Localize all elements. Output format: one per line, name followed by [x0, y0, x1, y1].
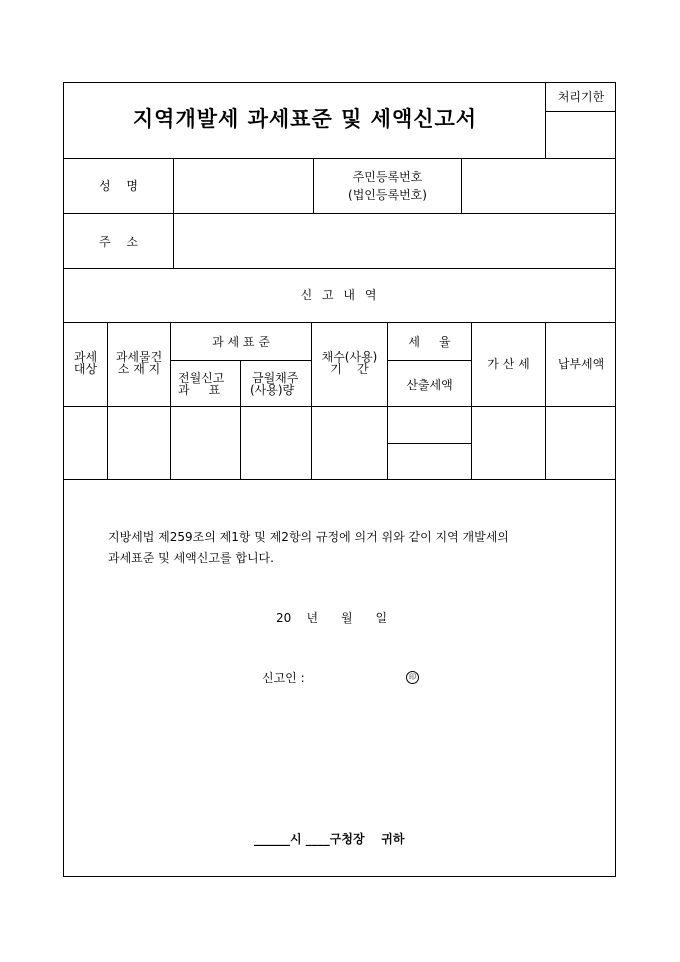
cell-computed-tax[interactable] [388, 444, 471, 479]
addressee-line [254, 832, 404, 846]
id-label-line1: 주민등록번호 [352, 170, 423, 184]
address-field[interactable] [174, 214, 615, 268]
form-title: 지역개발세 과세표준 및 세액신고서 [132, 106, 478, 131]
declarant-label: 신고인 : [262, 671, 305, 685]
col-prev-line1: 전월신고 [178, 371, 225, 385]
divider [63, 268, 616, 269]
cell-target[interactable] [64, 407, 107, 479]
divider [63, 479, 616, 480]
cell-rate[interactable] [388, 407, 471, 443]
col-payable: 납부세액 [557, 357, 605, 371]
col-target-line1: 과세 [73, 350, 98, 364]
addressee-city: 시 [290, 832, 302, 846]
declaration-date: 20 년 월 일 [276, 611, 388, 625]
addressee-district-head: 구청장 [329, 832, 365, 846]
col-location-line2: 소 재 지 [117, 362, 161, 376]
col-target-line2: 대상 [73, 362, 98, 376]
name-label: 성 명 [99, 179, 138, 193]
declaration-line2: 과세표준 및 세액신고를 합니다. [108, 551, 274, 565]
cell-penalty[interactable] [472, 407, 545, 479]
name-field[interactable] [174, 159, 313, 213]
id-label-line2: (법인등록번호) [348, 188, 427, 202]
col-curr-line1: 금월채주 [252, 371, 299, 385]
col-computed-tax: 산출세액 [406, 378, 453, 392]
col-prev-line2: 과 표 [178, 383, 221, 397]
cell-period[interactable] [312, 407, 387, 479]
deadline-label: 처리기한 [557, 90, 605, 104]
address-label: 주 소 [99, 235, 138, 249]
declarant-name-field[interactable] [318, 668, 398, 686]
declaration-line1: 지방세법 제259조의 제1항 및 제2항의 규정에 의거 위와 같이 지역 개발세의 [108, 530, 509, 544]
seal-mark: 印 [406, 671, 419, 684]
col-penalty: 가 산 세 [487, 357, 530, 371]
col-period-line2: 기 간 [330, 362, 369, 376]
cell-location[interactable] [108, 407, 170, 479]
id-number-field[interactable] [462, 159, 615, 213]
divider [313, 158, 314, 213]
addressee-blank-city: ______ [254, 832, 290, 846]
deadline-field[interactable] [546, 112, 615, 158]
cell-payable[interactable] [546, 407, 615, 479]
divider [63, 322, 616, 323]
col-standard: 과 세 표 준 [212, 335, 270, 349]
col-period-line1: 채수(사용) [321, 350, 378, 364]
divider [170, 360, 311, 361]
col-rate: 세 율 [408, 335, 451, 349]
cell-prev-standard[interactable] [171, 407, 240, 479]
addressee-honorific: 귀하 [381, 832, 405, 846]
col-location-line1: 과세물건 [115, 350, 163, 364]
section-title: 신 고 내 역 [300, 288, 380, 302]
col-curr-line2: (사용)량 [250, 383, 295, 397]
divider [387, 360, 471, 361]
cell-curr-quantity[interactable] [241, 407, 311, 479]
addressee-blank-district: ____ [305, 832, 330, 846]
